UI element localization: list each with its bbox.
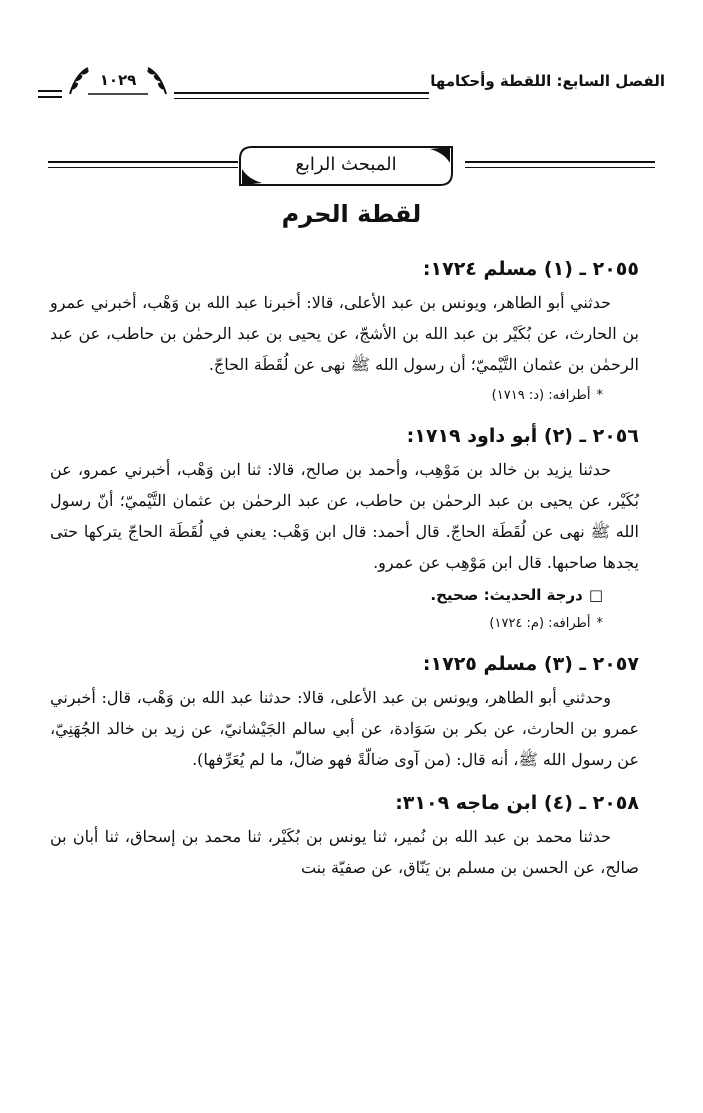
section-rule-left	[48, 161, 238, 163]
hadith-entries	[50, 255, 639, 897]
page-number: ١٠٢٩	[99, 71, 137, 89]
section-rule-right	[465, 167, 655, 168]
section-header	[48, 145, 655, 193]
star-icon: *	[596, 616, 603, 631]
section-label-box	[238, 145, 454, 187]
grade-label: درجة الحديث:	[483, 586, 583, 604]
entry-text: حدثنا محمد بن عبد الله بن نُمير، ثنا يونس بن بُكَيْر، ثنا محمد بن إسحاق، ثنا أبان بن صالح، عن الحسن بن مسلم بن يَنّاق، عن صفيّة بنت	[50, 827, 639, 877]
grade-value: صحيح.	[430, 586, 479, 604]
chapter-title: الفصل السابع: اللقطة وأحكامها	[430, 72, 665, 90]
entry-heading: ٢٠٥٨ ـ (٤) ابن ماجه ٣١٠٩:	[395, 792, 639, 814]
atraf-note	[50, 384, 603, 408]
hadith-entry	[50, 650, 639, 775]
square-icon: □	[588, 586, 603, 604]
section-rule-left	[48, 167, 238, 168]
atraf-text: أطرافه: (م: ١٧٢٤)	[489, 616, 591, 631]
atraf-note	[50, 612, 603, 636]
entry-heading: ٢٠٥٦ ـ (٢) أبو داود ١٧١٩:	[406, 425, 639, 447]
entry-text: وحدثني أبو الطاهر، ويونس بن عبد الأعلى، قالا: حدثنا عبد الله بن وَهْب، قال: أخبرني عمرو بن الحارث، عن بكر بن سَوَادة، عن أبي سالم الجَيْشانيّ، عن زيد بن خالد الجُهَنِيّ، عن رسول الله ﷺ، أنه قال: (من آوى ضالّةً فهو ضالّ، ما لم يُعَرِّفها).	[50, 688, 639, 769]
atraf-text: أطرافه: (د: ١٧١٩)	[491, 388, 591, 403]
section-label: المبحث الرابع	[295, 154, 397, 175]
header-rule	[174, 92, 429, 94]
header-rule-left	[38, 96, 62, 98]
entry-heading: ٢٠٥٥ ـ (١) مسلم ١٧٢٤:	[422, 258, 639, 280]
page-title: لقطة الحرم	[281, 200, 422, 228]
header-rule-left	[38, 90, 62, 92]
star-icon: *	[596, 388, 603, 403]
hadith-entry	[50, 422, 639, 636]
section-rule-right	[465, 161, 655, 163]
grade-line	[50, 582, 603, 608]
entry-heading: ٢٠٥٧ ـ (٣) مسلم ١٧٢٥:	[422, 653, 639, 675]
page-number-ornament	[66, 64, 170, 98]
running-header	[38, 60, 665, 104]
entry-text: حدثني أبو الطاهر، ويونس بن عبد الأعلى، قالا: أخبرنا عبد الله بن وَهْب، أخبرني عمرو بن الحارث، عن بُكَيْر بن عبد الله بن الأشجّ، عن يحيى بن عبد الرحمٰن بن حاطب، عن عبد الرحمٰن بن عثمان التَّيْميّ؛ أن رسول الله ﷺ نهى عن لُقَطَة الحاجّ.	[50, 293, 639, 374]
header-rule	[174, 98, 429, 99]
hadith-entry	[50, 255, 639, 408]
entry-text: حدثنا يزيد بن خالد بن مَوْهِب، وأحمد بن صالح، قالا: ثنا ابن وَهْب، أخبرني عمرو، عن بُكَيْر، عن يحيى بن عبد الرحمٰن بن حاطب، عن عبد الرحمٰن بن عثمان التَّيْميّ؛ أنّ رسول الله ﷺ نهى عن لُقَطَة الحاجّ. قال أحمد: قال ابن وَهْب: يعني في لُقَطَة الحاجّ يتركها حتى يجدها صاحبها. قال ابن مَوْهِب عن عمرو.	[50, 460, 640, 572]
hadith-entry	[50, 789, 639, 883]
